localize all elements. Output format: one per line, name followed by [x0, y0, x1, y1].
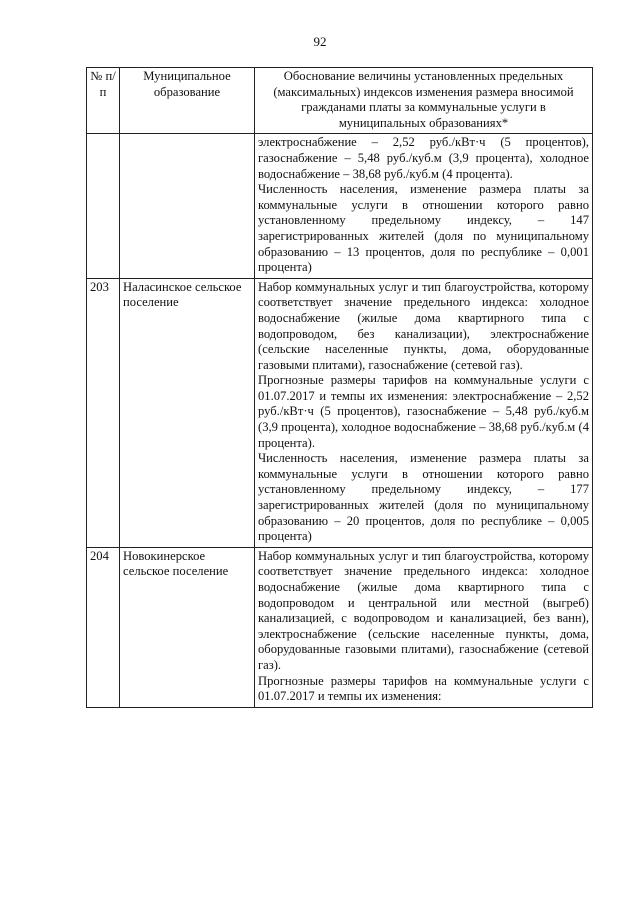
- row-num: 203: [87, 278, 120, 547]
- row-municipality: Новокинерское сельское поселение: [120, 547, 255, 707]
- row-municipality: [120, 134, 255, 278]
- row-justification: [255, 278, 593, 547]
- table-row: [87, 278, 593, 547]
- header-justification: Обоснование величины установленных предельных (максимальных) индексов изменения размера вносимой гражданами платы за коммунальные услуги в муниципальных образованиях*: [255, 68, 593, 134]
- header-municipality: Муниципальное образование: [120, 68, 255, 134]
- justification-paragraph: Численность населения, изменение размера платы за коммунальные услуги в отношении которого равно установленному предельному индексу, – 147 зарегистрированных жителей (доля по муниципальному образованию – 13 процентов, доля по республике – 0,001 процента): [258, 182, 589, 275]
- page-number: 92: [313, 34, 327, 49]
- justification-paragraph: Прогнозные размеры тарифов на коммунальные услуги с 01.07.2017 и темпы их изменения:: [258, 673, 589, 704]
- justification-paragraph: Набор коммунальных услуг и тип благоустройства, которому соответствует значение предельного индекса: холодное водоснабжение (жилые дома квартирного типа с водопроводом и центральной или местной (выгреб) канализацией, с водопроводом и канализацией, без ванн), электроснабжение (сельские населенные пункты, дома, оборудованные газовыми плитами), газоснабжение (сетевой газ).: [258, 548, 589, 672]
- justification-paragraph: Численность населения, изменение размера платы за коммунальные услуги в отношении которого равно установленному предельному индексу, – 177 зарегистрированных жителей (доля по муниципальному образованию – 20 процентов, доля по республике – 0,005 процента): [258, 451, 589, 544]
- row-num: [87, 134, 120, 278]
- table-row: [87, 134, 593, 278]
- row-num: 204: [87, 547, 120, 707]
- header-num: № п/п: [87, 68, 120, 134]
- row-justification: [255, 547, 593, 707]
- tariff-justification-table: [86, 67, 593, 708]
- row-justification: [255, 134, 593, 278]
- justification-paragraph: Набор коммунальных услуг и тип благоустройства, которому соответствует значение предельного индекса: холодное водоснабжение (жилые дома квартирного типа с водопроводом, без канализации), электроснабжение (сельские населенные пункты, дома, оборудованные газовыми плитами), газоснабжение (сетевой газ).: [258, 279, 589, 372]
- table-header-row: [87, 68, 593, 134]
- justification-paragraph: электроснабжение – 2,52 руб./кВт·ч (5 процентов), газоснабжение – 5,48 руб./куб.м (3,9 процента), холодное водоснабжение – 38,68 руб./куб.м (4 процента).: [258, 135, 589, 181]
- table-row: [87, 547, 593, 707]
- row-municipality: Наласинское сельское поселение: [120, 278, 255, 547]
- justification-paragraph: Прогнозные размеры тарифов на коммунальные услуги с 01.07.2017 и темпы их изменения: электроснабжение – 2,52 руб./кВт·ч (5 процентов), газоснабжение – 5,48 руб./куб.м (3,9 процента), холодное водоснабжение – 38,68 руб./куб.м (4 процента).: [258, 373, 589, 450]
